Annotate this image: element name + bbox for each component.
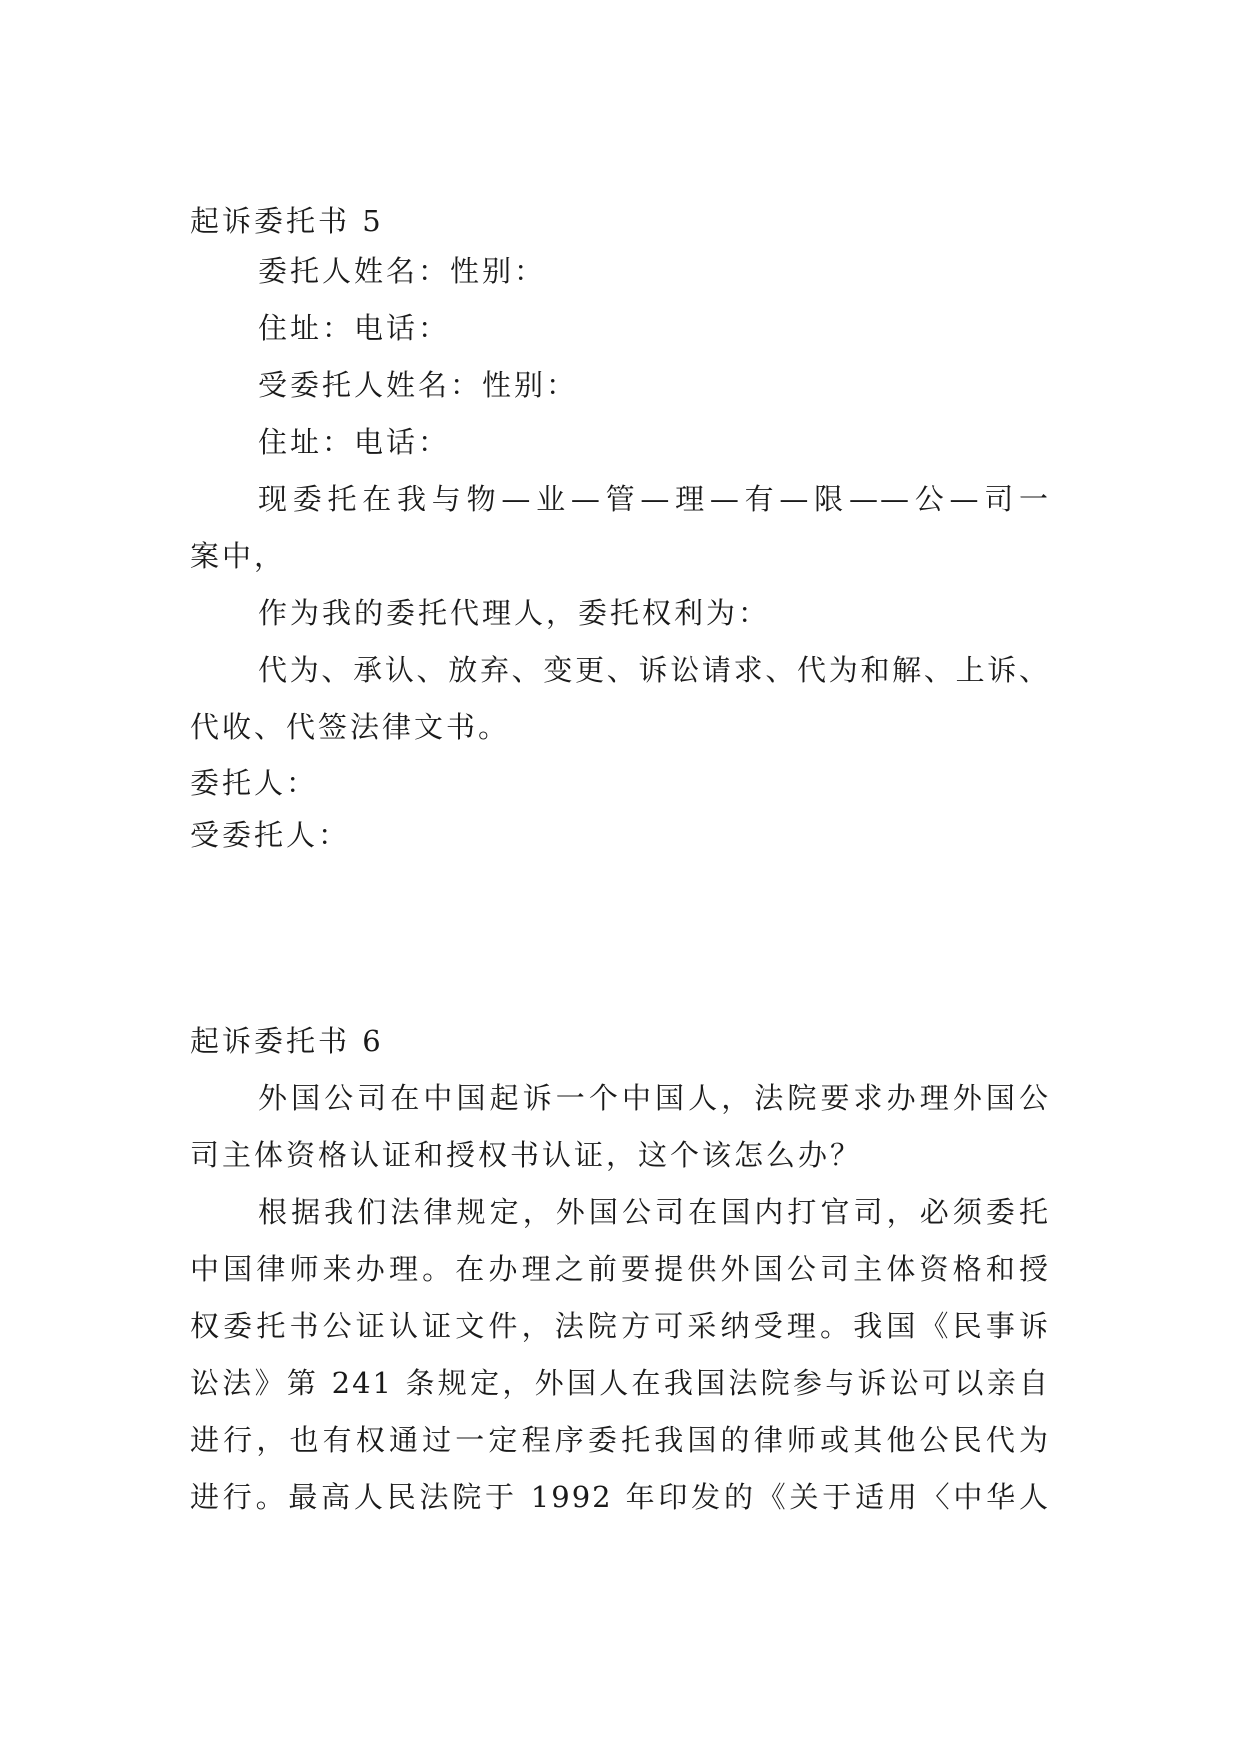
- section5-line: 委托人：: [190, 766, 319, 800]
- section6-line: 讼法》第 241 条规定，外国人在我国法院参与诉讼可以亲自: [190, 1366, 1050, 1400]
- section6-line: 进行，也有权通过一定程序委托我国的律师或其他公民代为: [190, 1423, 1050, 1457]
- section5-title: 起诉委托书 5: [190, 204, 384, 238]
- section5-line: 受委托人姓名：性别：: [258, 368, 579, 402]
- section5-line: 代收、代签法律文书。: [190, 710, 511, 744]
- section6-line: 中国律师来办理。在办理之前要提供外国公司主体资格和授: [190, 1252, 1050, 1286]
- section5-line: 案中，: [190, 539, 287, 573]
- section5-line: 作为我的委托代理人，委托权利为：: [258, 596, 771, 630]
- section5-line: 现委托在我与物—业—管—理—有—限——公—司一: [258, 482, 1050, 516]
- section6-title: 起诉委托书 6: [190, 1024, 384, 1058]
- section5-line: 受委托人：: [190, 818, 351, 852]
- section6-line: 根据我们法律规定，外国公司在国内打官司，必须委托: [258, 1195, 1050, 1229]
- section6-line: 权委托书公证认证文件，法院方可采纳受理。我国《民事诉: [190, 1309, 1050, 1343]
- section6-line: 司主体资格认证和授权书认证，这个该怎么办？: [190, 1138, 863, 1172]
- section5-line: 住址：电话：: [258, 311, 451, 345]
- section5-line: 委托人姓名：性别：: [258, 254, 547, 288]
- section5-line: 代为、承认、放弃、变更、诉讼请求、代为和解、上诉、: [258, 653, 1050, 687]
- section5-line: 住址：电话：: [258, 425, 451, 459]
- section6-line: 进行。最高人民法院于 1992 年印发的《关于适用〈中华人: [190, 1480, 1050, 1514]
- section6-line: 外国公司在中国起诉一个中国人，法院要求办理外国公: [258, 1081, 1050, 1115]
